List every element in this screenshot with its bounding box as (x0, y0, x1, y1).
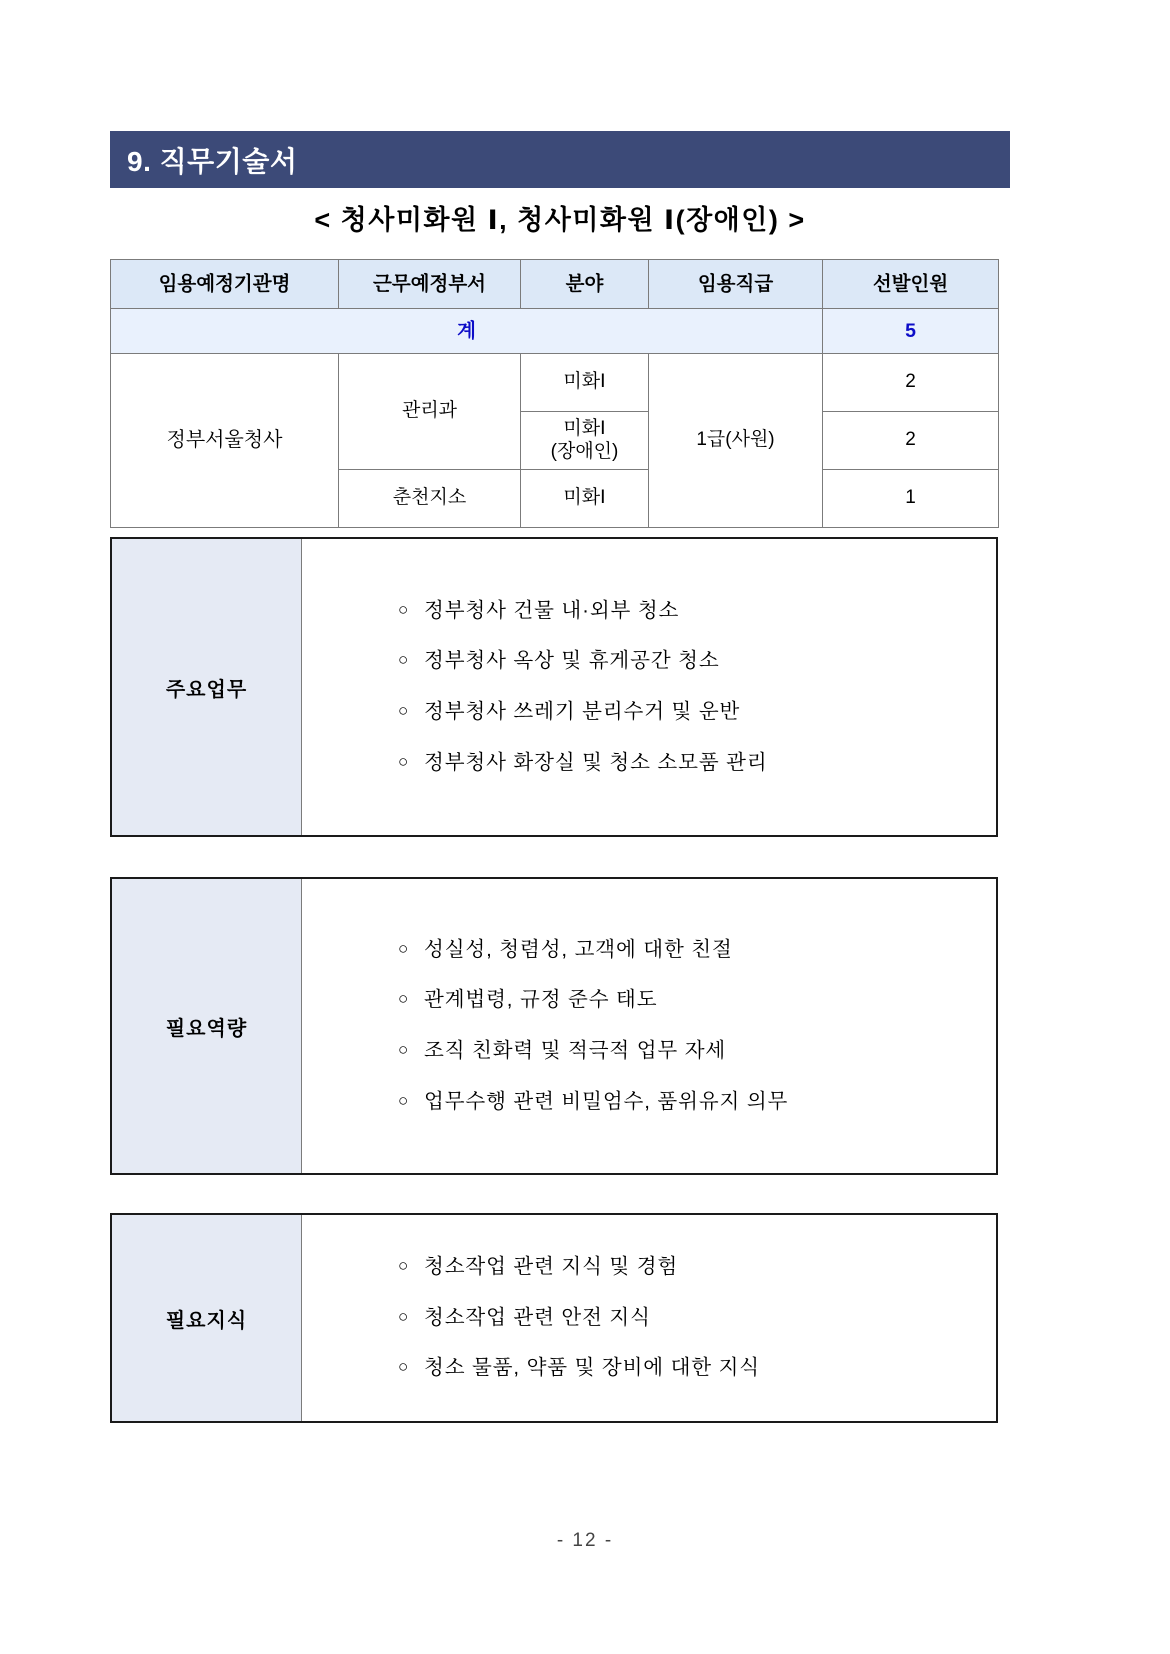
list-item (302, 1039, 996, 1064)
col-header-grade: 임용직급 (649, 260, 823, 309)
knowledge-label: 필요지식 (112, 1215, 302, 1421)
circle-bullet-icon: ○ (398, 1040, 410, 1059)
cell-department-3: 춘천지소 (339, 470, 521, 528)
cell-field-2-line2: (장애인) (550, 440, 619, 462)
knowledge-body (302, 1215, 996, 1421)
competency-item-text: 조직 친화력 및 적극적 업무 자세 (424, 1039, 727, 1062)
cell-count-3: 1 (823, 470, 999, 528)
circle-bullet-icon: ○ (398, 650, 410, 670)
duties-item-text: 정부청사 쓰레기 분리수거 및 운반 (424, 700, 741, 723)
list-item (302, 938, 996, 963)
list-item (302, 751, 996, 776)
competency-body (302, 879, 996, 1173)
duties-item-text: 정부청사 옥상 및 휴게공간 청소 (424, 649, 720, 673)
circle-bullet-icon: ○ (398, 989, 410, 1009)
duties-item-text: 정부청사 건물 내·외부 청소 (424, 598, 680, 622)
knowledge-section (110, 1213, 998, 1423)
table-row (111, 354, 999, 412)
duties-body (302, 539, 996, 835)
table-header-row (111, 260, 999, 309)
circle-bullet-icon: ○ (398, 1090, 410, 1110)
cell-department-1: 관리과 (339, 354, 521, 470)
section-header-band (110, 131, 1010, 188)
competency-item-text: 성실성, 청렴성, 고객에 대한 친절 (424, 937, 733, 961)
list-item (302, 1090, 996, 1115)
knowledge-item-text: 청소작업 관련 안전 지식 (424, 1305, 651, 1329)
cell-field-2 (521, 412, 649, 470)
cell-field-3: 미화Ⅰ (521, 470, 649, 528)
competency-section (110, 877, 998, 1175)
total-label: 계 (111, 309, 823, 354)
cell-organization: 정부서울청사 (111, 354, 339, 528)
cell-grade: 1급(사원) (649, 354, 823, 528)
col-header-dept: 근무예정부서 (339, 260, 521, 309)
circle-bullet-icon: ○ (398, 599, 410, 619)
section-title: 9. 직무기술서 (127, 145, 298, 177)
cell-count-2: 2 (823, 412, 999, 470)
circle-bullet-icon: ○ (398, 1256, 410, 1276)
total-count: 5 (823, 309, 999, 354)
cell-field-2-line1: 미화Ⅰ (563, 418, 606, 440)
cell-count-1: 2 (823, 354, 999, 412)
knowledge-item-text: 청소작업 관련 지식 및 경험 (424, 1255, 679, 1279)
page-number: - 12 - (556, 1530, 614, 1551)
col-header-field: 분야 (521, 260, 649, 309)
circle-bullet-icon: ○ (398, 1306, 410, 1326)
list-item (302, 700, 996, 725)
list-item (302, 1356, 996, 1381)
circle-bullet-icon: ○ (398, 751, 410, 771)
cell-field-1: 미화Ⅰ (521, 354, 649, 412)
list-item (302, 649, 996, 674)
knowledge-item-text: 청소 물품, 약품 및 장비에 대한 지식 (424, 1356, 761, 1380)
appointment-info-table (110, 259, 999, 528)
job-title-subtitle: < 청사미화원 Ⅰ, 청사미화원 Ⅰ(장애인) > (314, 205, 806, 235)
duties-item-text: 정부청사 화장실 및 청소 소모품 관리 (424, 750, 768, 774)
table-total-row (111, 309, 999, 354)
duties-section (110, 537, 998, 837)
list-item (302, 599, 996, 624)
col-header-count: 선발인원 (823, 260, 999, 309)
circle-bullet-icon: ○ (398, 1357, 410, 1377)
list-item (302, 1306, 996, 1331)
competency-label: 필요역량 (112, 879, 302, 1173)
competency-item-text: 관계법령, 규정 준수 태도 (424, 988, 658, 1012)
competency-item-text: 업무수행 관련 비밀엄수, 품위유지 의무 (424, 1089, 789, 1113)
circle-bullet-icon: ○ (398, 938, 410, 958)
list-item (302, 988, 996, 1013)
col-header-org: 임용예정기관명 (111, 260, 339, 309)
circle-bullet-icon: ○ (398, 701, 410, 720)
duties-label: 주요업무 (112, 539, 302, 835)
list-item (302, 1255, 996, 1280)
